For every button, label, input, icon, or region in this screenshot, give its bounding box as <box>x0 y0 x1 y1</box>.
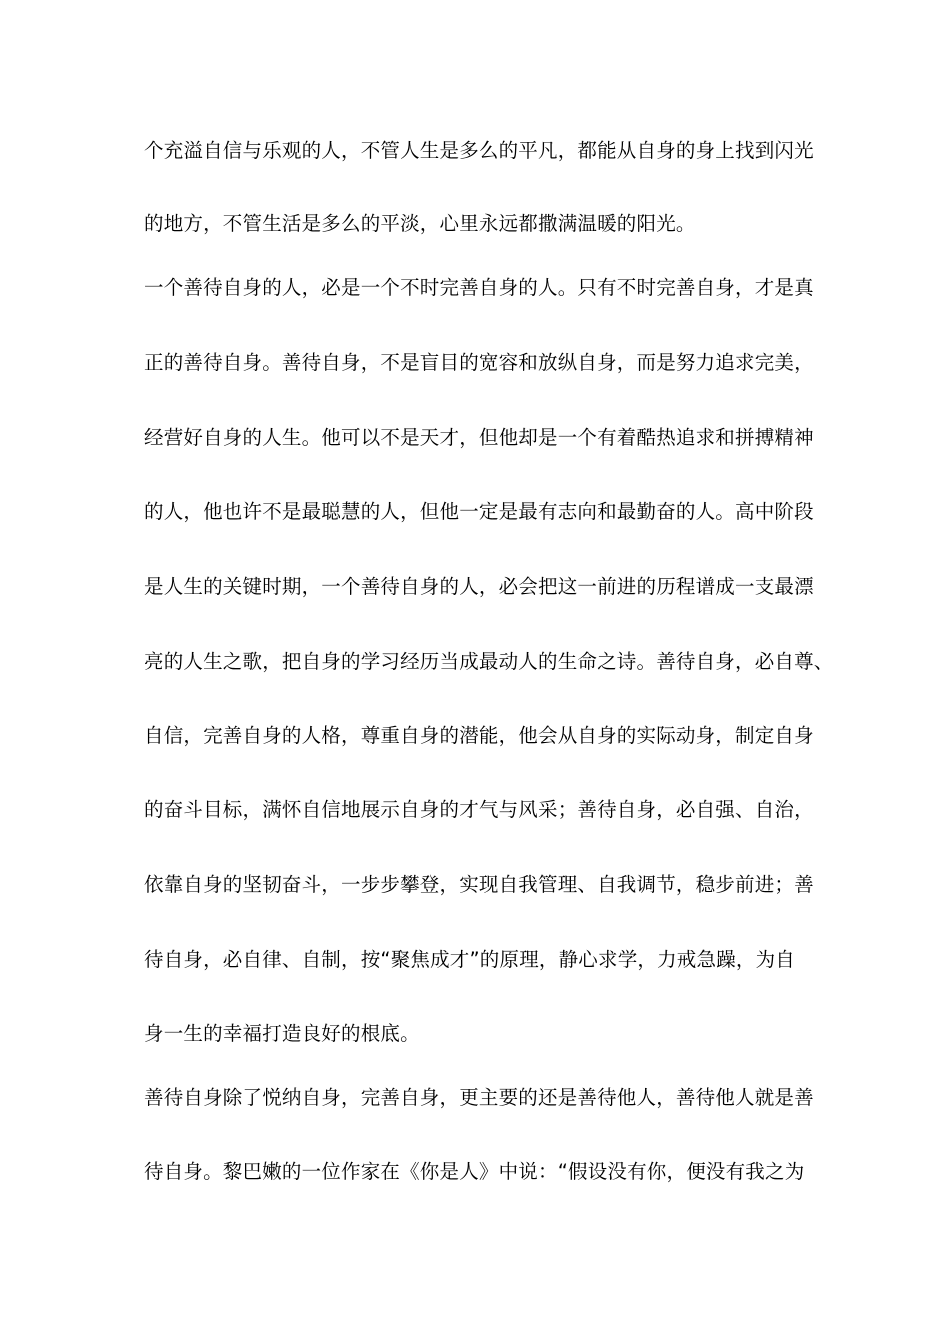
paragraph-2-line-6: 亮的人生之歌，把自身的学习经历当成最动人的生命之诗。善待自身，必自尊、 <box>144 650 834 673</box>
paragraph-2-line-4: 的人，他也许不是最聪慧的人，但他一定是最有志向和最勤奋的人。高中阶段 <box>144 500 814 523</box>
paragraph-2-line-1: 一个善待自身的人，必是一个不时完善自身的人。只有不时完善自身，才是真 <box>144 276 814 299</box>
paragraph-2-line-3: 经营好自身的人生。他可以不是天才，但他却是一个有着酷热追求和拼搏精神 <box>144 426 814 449</box>
paragraph-2-line-2: 正的善待自身。善待自身，不是盲目的宽容和放纵自身，而是努力追求完美， <box>144 351 814 374</box>
paragraph-3-line-2: 待自身。黎巴嫩的一位作家在《你是人》中说：“假设没有你，便没有我之为 <box>144 1160 805 1183</box>
paragraph-2-line-9: 依靠自身的坚韧奋斗，一步步攀登，实现自我管理、自我调节，稳步前进；善 <box>144 873 814 896</box>
paragraph-2-line-5: 是人生的关键时期，一个善待自身的人，必会把这一前进的历程谱成一支最漂 <box>144 575 814 598</box>
paragraph-2-line-7: 自信，完善自身的人格，尊重自身的潜能，他会从自身的实际动身，制定自身 <box>144 724 814 747</box>
paragraph-2-line-8: 的奋斗目标，满怀自信地展示自身的才气与风采；善待自身，必自强、自治， <box>144 798 814 821</box>
paragraph-1-line-1: 个充溢自信与乐观的人，不管人生是多么的平凡，都能从自身的身上找到闪光 <box>144 139 814 162</box>
paragraph-2-line-10: 待自身，必自律、自制，按“聚焦成才”的原理，静心求学，力戒急躁，为自 <box>144 948 796 971</box>
paragraph-3-line-1: 善待自身除了悦纳自身，完善自身，更主要的还是善待他人，善待他人就是善 <box>144 1086 814 1109</box>
paragraph-2-line-11: 身一生的幸福打造良好的根底。 <box>144 1022 420 1045</box>
paragraph-1-line-2: 的地方，不管生活是多么的平淡，心里永远都撒满温暖的阳光。 <box>144 212 696 235</box>
